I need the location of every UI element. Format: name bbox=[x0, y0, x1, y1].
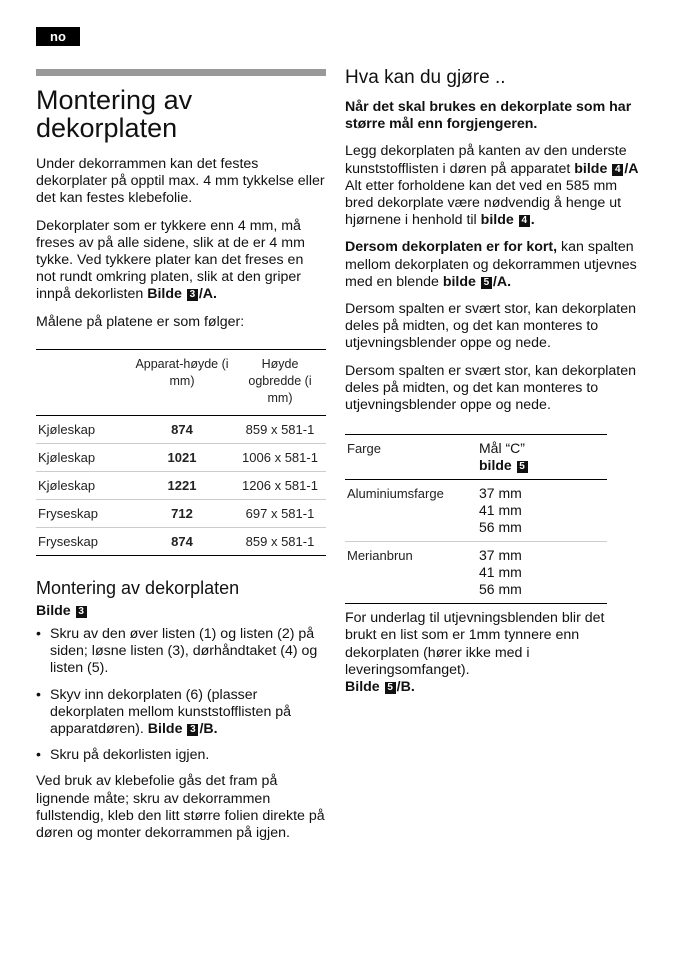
figure-number-badge: 5 bbox=[481, 277, 492, 289]
short-plate-paragraph bbox=[345, 239, 640, 291]
steps-list bbox=[36, 626, 326, 764]
figure-ref-word: bilde bbox=[574, 160, 608, 177]
subsection-title: Montering av dekorplaten bbox=[36, 577, 240, 598]
cell-type: Kjøleskap bbox=[36, 415, 130, 443]
measure-value: 56 mm bbox=[479, 581, 522, 598]
short-plate-lead: Dersom dekorplaten er for kort, bbox=[345, 239, 558, 256]
cell-height: 1221 bbox=[130, 471, 234, 499]
figure-number-badge: 3 bbox=[76, 606, 87, 618]
table-header-measure bbox=[477, 435, 607, 480]
cell-measures bbox=[477, 542, 607, 604]
note-paragraph bbox=[345, 610, 607, 696]
measure-header-text: Mål “C” bbox=[479, 440, 525, 457]
figure-number-badge: 5 bbox=[517, 461, 528, 473]
cell-size: 1006 x 581-1 bbox=[234, 443, 326, 471]
list-item bbox=[36, 687, 326, 739]
table-row bbox=[345, 542, 607, 604]
figure-ref-suffix: . bbox=[530, 212, 535, 229]
section-rule bbox=[36, 69, 326, 76]
cell-height: 874 bbox=[130, 415, 234, 443]
cell-type: Fryseskap bbox=[38, 533, 98, 549]
cell-height: 874 bbox=[171, 533, 193, 549]
table-header-plate-size: Høyde ogbredde (i mm) bbox=[234, 349, 326, 415]
figure-label bbox=[36, 603, 326, 620]
cell-color: Merianbrun bbox=[347, 548, 413, 564]
list-item: • Skru på dekorlisten igjen. bbox=[36, 747, 326, 764]
table-row bbox=[36, 415, 326, 443]
figure-number-badge: 3 bbox=[187, 724, 198, 736]
figure-number-badge: 4 bbox=[612, 164, 623, 176]
table-header-row bbox=[36, 349, 326, 415]
figure-number-badge: 3 bbox=[187, 289, 198, 301]
blend-table bbox=[345, 434, 607, 604]
cell-type: Fryseskap bbox=[36, 499, 130, 527]
measure-intro: Målene på platene er som følger: bbox=[36, 313, 245, 330]
cell-height: 712 bbox=[130, 499, 234, 527]
figure-ref-word: bilde bbox=[480, 212, 514, 229]
table-header-row bbox=[345, 435, 607, 480]
table-header-empty bbox=[36, 349, 130, 415]
cell-size: 697 x 581-1 bbox=[234, 499, 326, 527]
split-paragraph-repeat: Dersom spalten er svært stor, kan dekorplaten deles på midten, og det kan monteres to utjevningsblender oppe og nede. bbox=[345, 362, 636, 414]
instruction-paragraph bbox=[345, 143, 640, 177]
closing-paragraph: Ved bruk av klebefolie gås det fram på lignende måte; skru av dekorrammen fullstendig, kleb den litt større folien direkte på døren og monter dekorrammen på igjen. bbox=[36, 773, 325, 842]
cell-measures bbox=[477, 480, 607, 542]
language-tab: no bbox=[36, 27, 80, 46]
thickness-paragraph bbox=[36, 218, 326, 304]
figure-ref-suffix: /B. bbox=[199, 721, 218, 738]
right-column bbox=[345, 66, 640, 706]
step-text: Skyv inn dekorplaten (6) (plasser dekorplaten mellom kunststofflisten på apparatdøren). bbox=[50, 686, 292, 738]
measure-value: 37 mm bbox=[479, 547, 522, 564]
figure-ref-suffix: /B. bbox=[396, 679, 415, 696]
figure-ref-word: bilde bbox=[442, 273, 476, 290]
dimensions-table bbox=[36, 349, 326, 556]
figure-ref-word: Bilde bbox=[147, 286, 182, 303]
list-item: • Skru av den øver listen (1) og listen (2) på siden; løsne listen (3), dørhåndtaket (4) og listen (5). bbox=[36, 626, 326, 678]
measure-value: 41 mm bbox=[479, 502, 522, 519]
figure-label-word: Bilde bbox=[36, 602, 71, 619]
figure-number-badge: 5 bbox=[385, 682, 396, 694]
intro-paragraph: Under dekorrammen kan det festes dekorplater på opptil max. 4 mm tykkelse eller det kan festes klebefolie. bbox=[36, 156, 325, 207]
figure-ref-suffix: /A bbox=[624, 160, 639, 177]
cell-size: 859 x 581-1 bbox=[245, 533, 315, 549]
table-header-appliance-height: Apparat-høyde (i mm) bbox=[130, 349, 234, 415]
instruction-text: Alt etter forholdene kan det ved en 585 mm bred dekorplate være nødvendig å henge ut hjørnene i henhold til bbox=[345, 177, 622, 229]
figure-ref-word: bilde bbox=[479, 457, 512, 474]
table-header-color: Farge bbox=[345, 435, 477, 480]
measure-value: 56 mm bbox=[479, 519, 522, 536]
figure-ref-word: Bilde bbox=[345, 679, 380, 696]
cell-height: 1021 bbox=[130, 443, 234, 471]
cell-color: Aluminiumsfarge bbox=[345, 480, 477, 542]
thickness-text: Dekorplater som er tykkere enn 4 mm, må freses av på alle sidene, slik at de er 4 mm tykke. Ved tykkere plater kan det freses en not rundt omkring platen, slik at den griper innpå dekorlisten bbox=[36, 217, 305, 303]
split-paragraph: Dersom spalten er svært stor, kan dekorplaten deles på midten, og det kan monteres to utjevningsblender oppe og nede. bbox=[345, 301, 636, 352]
cell-type: Kjøleskap bbox=[36, 471, 130, 499]
figure-ref-suffix: /A. bbox=[492, 273, 512, 290]
measure-value: 37 mm bbox=[479, 485, 522, 502]
table-row bbox=[36, 527, 326, 555]
instruction-text: Legg dekorplaten på kanten av den underste kunststofflisten i døren på apparatet bbox=[345, 143, 627, 177]
section-title: Hva kan du gjøre .. bbox=[345, 67, 506, 88]
table-row bbox=[36, 499, 326, 527]
cell-type: Kjøleskap bbox=[36, 443, 130, 471]
measure-value: 41 mm bbox=[479, 564, 522, 581]
figure-ref-suffix: /A. bbox=[198, 286, 217, 303]
note-text: For underlag til utjevningsblenden blir det brukt en list som er 1mm tynnere enn dekorplaten (hører ikke med i leveringsomfanget). bbox=[345, 610, 605, 678]
figure-ref-word: Bilde bbox=[147, 721, 183, 738]
table-row bbox=[345, 480, 607, 542]
cell-size: 859 x 581-1 bbox=[234, 415, 326, 443]
figure-number-badge: 4 bbox=[519, 215, 530, 227]
cell-size: 1206 x 581-1 bbox=[234, 471, 326, 499]
table-row bbox=[36, 471, 326, 499]
table-row bbox=[36, 443, 326, 471]
page-title: Montering av dekorplaten bbox=[36, 85, 193, 143]
left-column bbox=[36, 69, 326, 852]
instruction-paragraph-2 bbox=[345, 178, 640, 230]
short-plate-text: kan spalten mellom dekorplaten og dekorrammen utjevnes med en blende bbox=[345, 239, 637, 290]
lead-paragraph: Når det skal brukes en dekorplate som har større mål enn forgjengeren. bbox=[345, 99, 632, 133]
